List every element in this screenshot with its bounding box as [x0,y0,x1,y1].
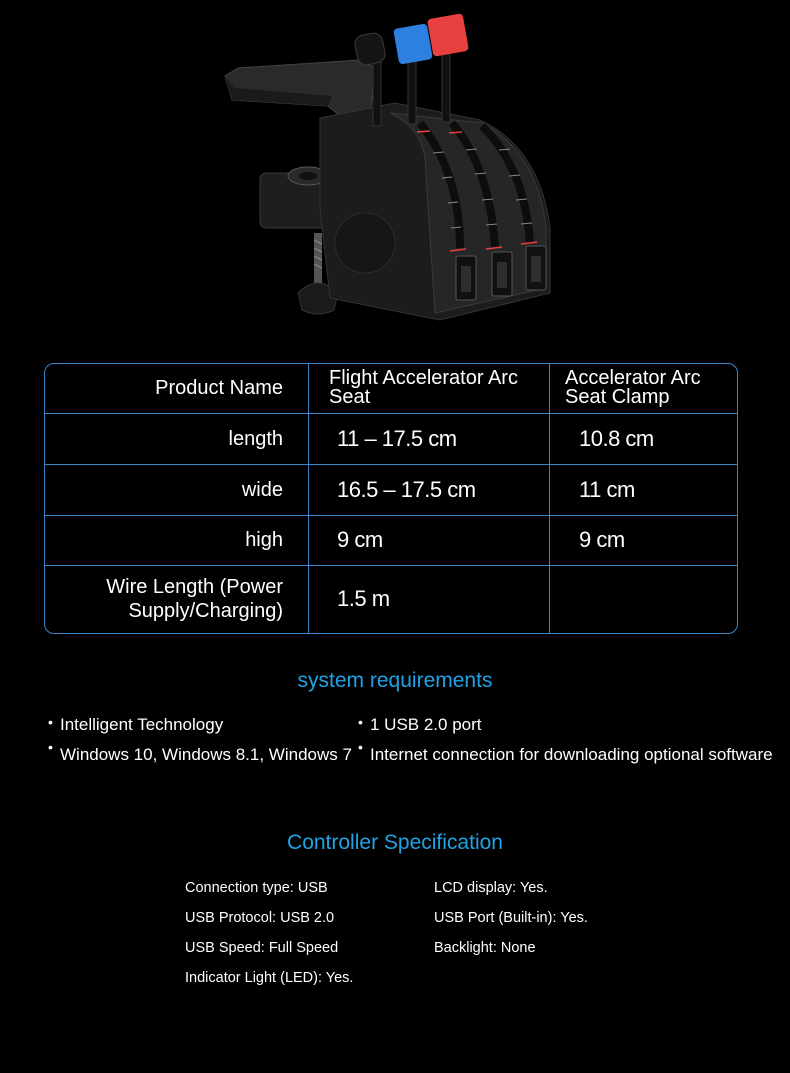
spec-item: USB Speed: Full Speed [185,940,339,956]
controller-spec-title: Controller Specification [287,831,503,854]
row-label: Wire Length (Power Supply/Charging) [45,565,309,633]
requirement-text: Intelligent Technology [60,715,224,734]
row-value-a: 11 – 17.5 cm [309,413,550,464]
table-row [45,464,737,515]
row-value-a: 9 cm [309,515,550,565]
requirement-item [48,714,224,735]
system-requirements-title: system requirements [297,669,493,692]
throttle-quadrant-image [220,8,560,333]
spec-item: LCD display: Yes. [434,880,548,896]
requirement-text: Windows 10, Windows 8.1, Windows 7 [60,745,352,764]
row-label: length [45,413,309,464]
header-col-b: Accelerator Arc Seat Clamp [550,364,738,413]
spec-item: Indicator Light (LED): Yes. [185,970,354,986]
row-label: wide [45,464,309,515]
requirement-item [48,739,352,765]
requirement-text: 1 USB 2.0 port [370,715,482,734]
table-header-row [45,364,737,413]
requirement-item [358,739,773,765]
bullet-icon: • [358,739,363,755]
requirement-text: Internet connection for downloading optional software [370,745,773,764]
row-value-b: 10.8 cm [550,413,738,464]
spec-table [44,363,738,634]
spec-item: Connection type: USB [185,880,328,896]
row-label: high [45,515,309,565]
requirement-item [358,714,482,735]
row-value-a: 16.5 – 17.5 cm [309,464,550,515]
spec-item: Backlight: None [434,940,536,956]
header-col-a: Flight Accelerator Arc Seat [309,364,550,413]
spec-item: USB Protocol: USB 2.0 [185,910,335,926]
row-value-b: 11 cm [550,464,738,515]
row-value-b [550,565,738,633]
bullet-icon: • [48,714,53,730]
spec-item: USB Port (Built-in): Yes. [434,910,588,926]
row-value-a: 1.5 m [309,565,550,633]
table-row [45,413,737,464]
bullet-icon: • [48,739,53,755]
table-row [45,565,737,633]
bullet-icon: • [358,714,363,730]
header-product-name: Product Name [45,364,309,413]
row-value-b: 9 cm [550,515,738,565]
table-row [45,515,737,565]
